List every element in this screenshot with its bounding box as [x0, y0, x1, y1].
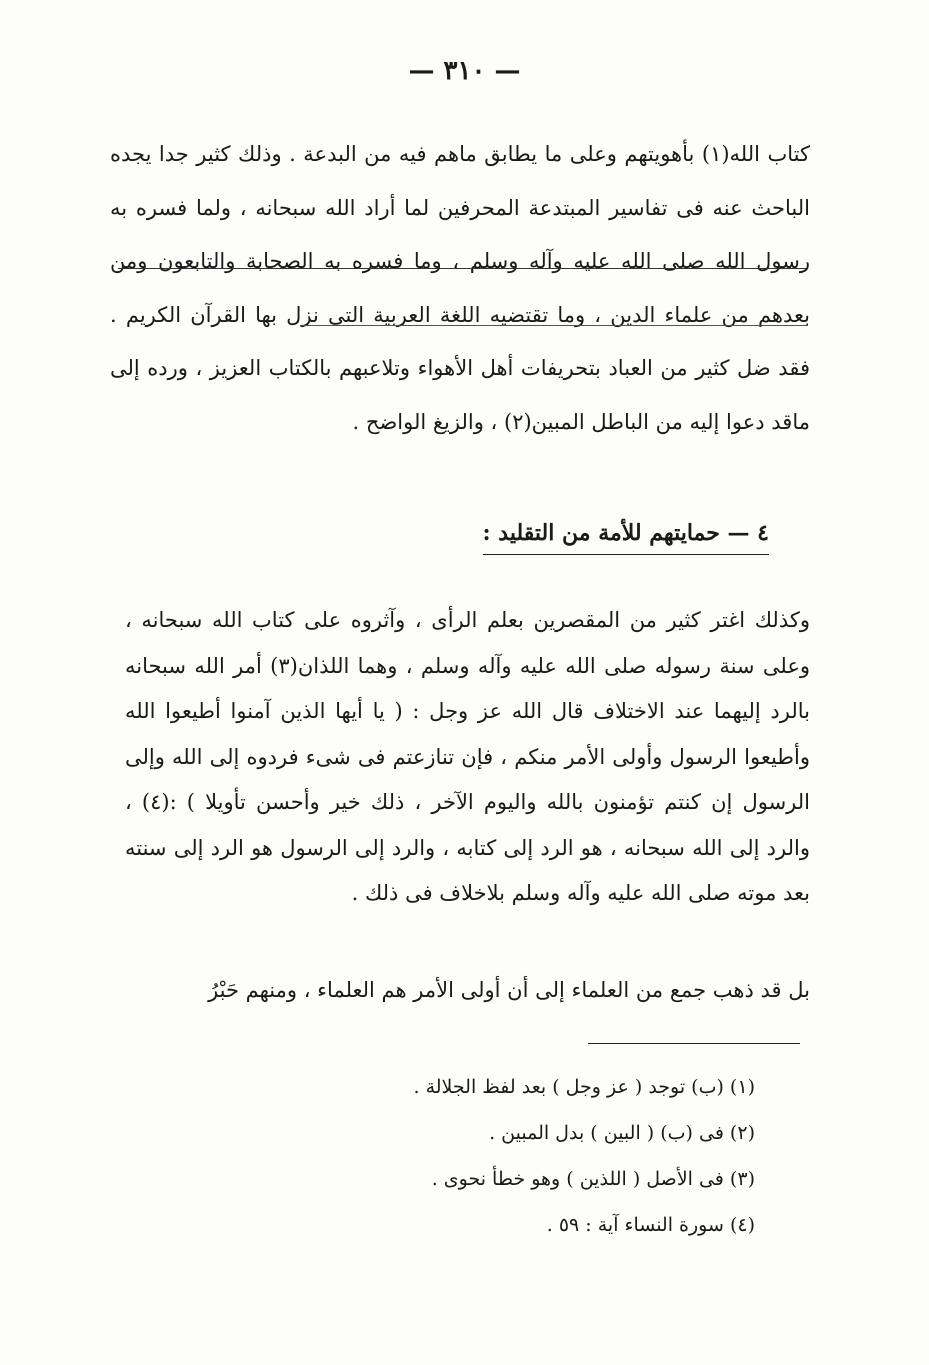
paragraph-3: بل قد ذهب جمع من العلماء إلى أن أولى الأمر هم العلماء ، ومنهم حَبْرُ: [208, 978, 810, 1002]
section-heading: ٤ — حمايتهم للأمة من التقليد :: [483, 520, 769, 555]
footnote-4: (٤) سورة النساء آية : ٥٩ .: [546, 1214, 755, 1236]
footnote-2: (٢) فى (ب) ( البين ) بدل المبين .: [489, 1122, 755, 1144]
footnotes: [414, 1064, 756, 1248]
paragraph-2: وكذلك اغتر كثير من المقصرين بعلم الرأى ، وآثروه على كتاب الله سبحانه ، وعلى سنة رسوله صلى الله عليه وآله وسلم ، وهما اللذان(٣) أمر الله سبحانه بالرد إليهما عند الاختلاف قال الله عز وجل : ( يا أيها الذين آمنوا أطيعوا الله وأطيعوا الرسول وأولى الأمر منكم ، فإن تنازعتم فى شىء فردوه إلى الله وإلى الرسول إن كنتم تؤمنون بالله واليوم الآخر ، ذلك خير وأحسن تأويلا ) :(٤) ، والرد إلى الله سبحانه ، هو الرد إلى كتابه ، والرد إلى الرسول هو الرد إلى سنته بعد موته صلى الله عليه وآله وسلم بلاخلاف فى ذلك .: [125, 608, 810, 905]
footnote-1: (١) (ب) توجد ( عز وجل ) بعد لفظ الجلالة .: [413, 1076, 755, 1098]
footnote-divider: [588, 1043, 800, 1044]
underline-rule: [118, 268, 808, 269]
underline-rule-2: [300, 325, 808, 326]
footnote-3: (٣) فى الأصل ( اللذين ) وهو خطأ نحوى .: [431, 1168, 755, 1190]
paragraph-1: كتاب الله(١) بأهويتهم وعلى ما يطابق ماهم فيه من البدعة . وذلك كثير جدا يجده الباحث عنه فى تفاسير المبتدعة المحرفين لما أراد الله سبحانه ، ولما فسره به رسول الله صلى الله عليه وآله وسلم ، وما فسره به الصحابة والتابعون ومن بعدهم من علماء الدين ، وما تقتضيه اللغة العربية التى نزل بها القرآن الكريم . فقد ضل كثير من العباد بتحريفات أهل الأهواء وتلاعبهم بالكتاب العزيز ، ورده إلى ماقد دعوا إليه من الباطل المبين(٢) ، والزيغ الواضح .: [110, 142, 811, 434]
page-number: — ٣١٠ —: [408, 56, 521, 86]
